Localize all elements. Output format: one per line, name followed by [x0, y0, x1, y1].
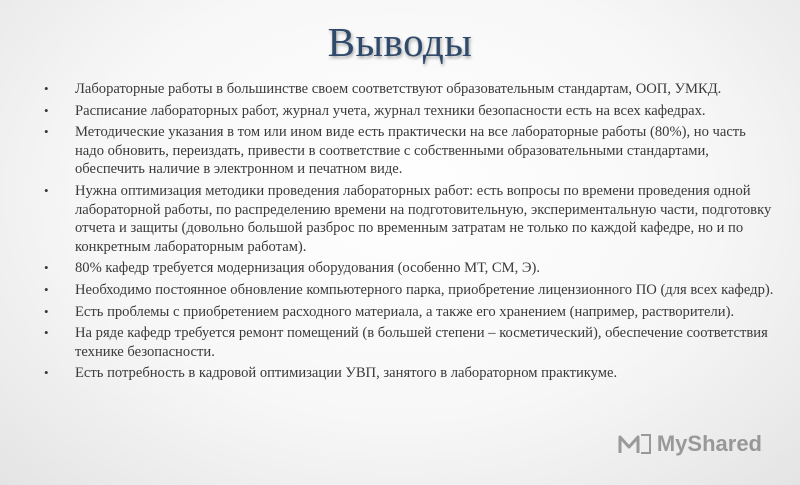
bullet-text: Есть проблемы с приобретением расходного материала, а также его хранением (например, растворители).: [75, 303, 735, 320]
bullet-list: [44, 80, 774, 386]
bullet-text: Нужна оптимизация методики проведения лабораторных работ: есть вопросы по времени проведения одной лабораторной работы, по распределению времени на подготовительную, экспериментальную части, подготовку отчета и защиты (довольно большой разброс по временным затратам не только по каждой кафедре, но и по конкретным лабораторным работам).: [75, 182, 772, 255]
bullet-marker: •: [44, 325, 49, 341]
bullet-item: [44, 303, 774, 322]
bullet-marker: •: [44, 182, 49, 198]
bullet-marker: •: [44, 365, 49, 381]
watermark-text: MyShared: [656, 431, 762, 456]
bullet-marker: •: [44, 124, 49, 140]
bullet-item: [44, 182, 774, 256]
slide-title: Выводы: [327, 19, 473, 65]
bullet-item: [44, 123, 774, 179]
watermark: [617, 431, 762, 457]
bullet-item: [44, 324, 774, 361]
bullet-text: Есть потребность в кадровой оптимизации УВП, занятого в лабораторном практикуме.: [75, 365, 618, 382]
bullet-text: Необходимо постоянное обновление компьютерного парка, приобретение лицензионного ПО (для всех кафедр).: [75, 281, 774, 298]
bullet-marker: •: [44, 260, 49, 276]
bullet-text: Расписание лабораторных работ, журнал учета, журнал техники безопасности есть на всех кафедрах.: [75, 102, 706, 119]
bullet-marker: •: [44, 281, 49, 297]
bullet-text: На ряде кафедр требуется ремонт помещений (в большей степени – косметический), обеспечение соответствия технике безопасности.: [75, 325, 768, 360]
bullet-text: Лабораторные работы в большинстве своем соответствуют образовательным стандартам, ООП, УМКД.: [75, 81, 722, 97]
bullet-item: [44, 102, 774, 121]
bullet-item: [44, 364, 774, 383]
bullet-marker: •: [44, 81, 49, 96]
myshared-logo-icon: [617, 431, 653, 457]
bullet-item: [44, 80, 774, 99]
bullet-marker: •: [44, 102, 49, 118]
bullet-marker: •: [44, 303, 49, 319]
bullet-item: [44, 281, 774, 300]
bullet-item: [44, 259, 774, 278]
bullet-text: Методические указания в том или ином виде есть практически на все лабораторные работы (80%), но часть надо обновить, переиздать, привести в соответствие с собственными образовательными стандартами, обеспечить наличие в электронном и печатном виде.: [75, 124, 746, 178]
bullet-text: 80% кафедр требуется модернизация оборудования (особенно МТ, СМ, Э).: [75, 260, 541, 277]
